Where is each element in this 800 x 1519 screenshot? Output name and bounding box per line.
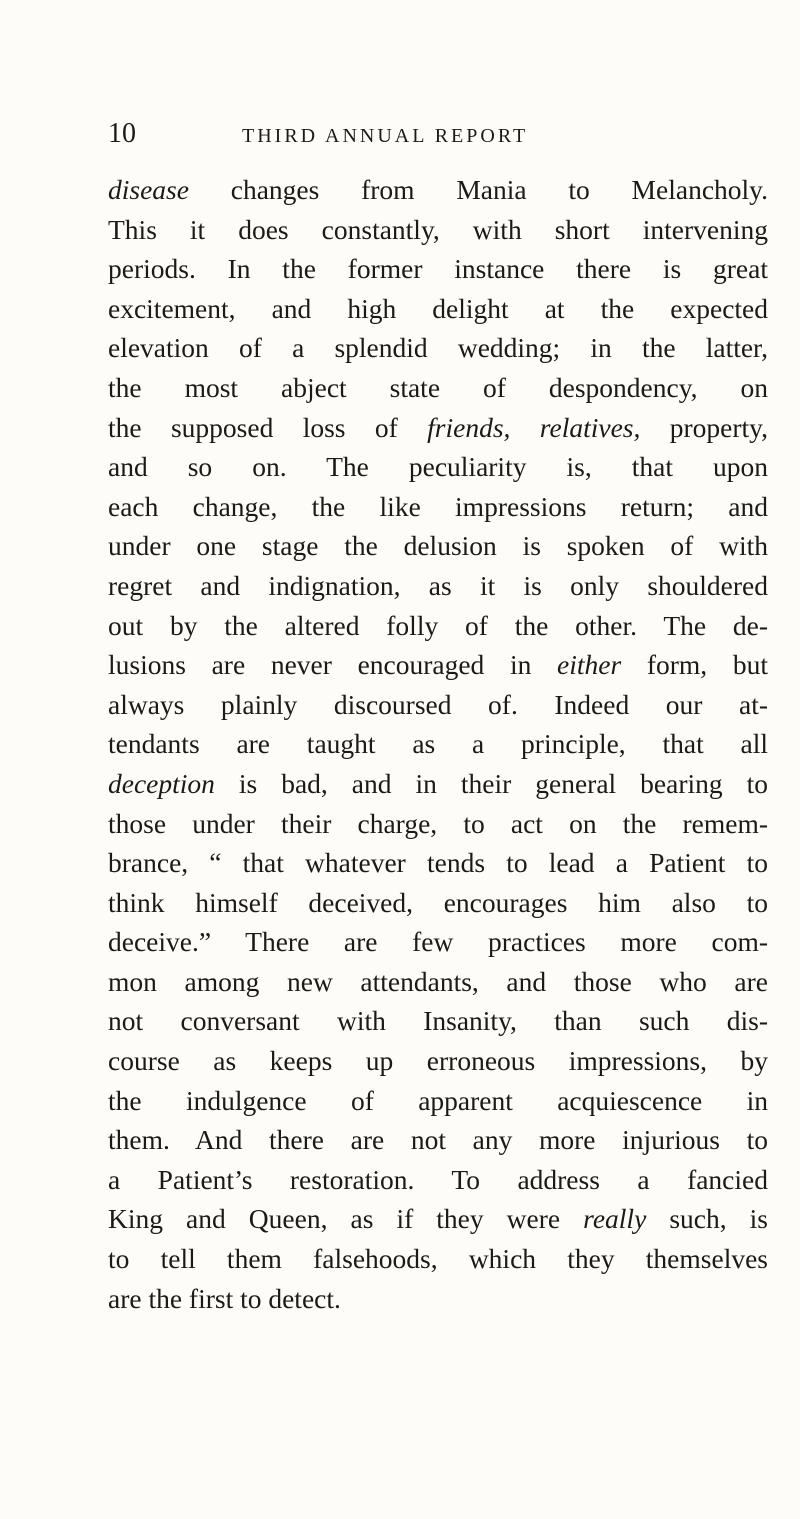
text-line xyxy=(108,1120,768,1160)
text-segment: King and Queen, as if they were xyxy=(108,1203,584,1235)
text-line xyxy=(108,606,768,646)
page-header xyxy=(108,114,748,154)
text-segment: This it does constantly, with short intervening xyxy=(108,213,768,245)
text-line xyxy=(108,1199,768,1239)
text-line xyxy=(108,328,768,368)
text-segment: property, xyxy=(640,411,768,443)
text-line xyxy=(108,804,768,844)
italic-text: either xyxy=(557,649,622,681)
text-line xyxy=(108,1041,768,1081)
text-segment: elevation of a splendid wedding; in the latter, xyxy=(108,332,768,364)
text-line xyxy=(108,289,768,329)
text-line xyxy=(108,883,768,923)
text-segment: lusions are never encouraged in xyxy=(108,649,558,681)
text-segment: not conversant with Insanity, than such dis- xyxy=(108,1005,768,1037)
text-segment: and so on. The peculiarity is, that upon xyxy=(108,451,768,483)
text-segment: brance, “ that whatever tends to lead a Patient to xyxy=(108,847,768,879)
text-segment: each change, the like impressions return; and xyxy=(108,490,768,522)
text-line xyxy=(108,843,768,883)
text-line xyxy=(108,487,768,527)
text-segment: such, is xyxy=(646,1203,768,1235)
text-segment: to tell them falsehoods, which they themselves xyxy=(108,1243,768,1275)
italic-text: disease xyxy=(108,174,189,205)
text-line xyxy=(108,210,768,250)
text-segment: the most abject state of despondency, on xyxy=(108,371,768,403)
text-segment: deceive.” There are few practices more com- xyxy=(108,926,768,958)
text-segment: them. And there are not any more injurious to xyxy=(108,1124,768,1156)
text-segment: regret and indignation, as it is only shouldered xyxy=(108,569,768,601)
text-line xyxy=(108,1239,768,1279)
text-segment: changes from Mania to Melancholy. xyxy=(188,174,768,205)
text-segment: course as keeps up erroneous impressions, by xyxy=(108,1045,768,1077)
text-segment: excitement, and high delight at the expected xyxy=(108,292,768,324)
text-segment: out by the altered folly of the other. The de- xyxy=(108,609,768,641)
text-line xyxy=(108,526,768,566)
italic-text: deception xyxy=(108,767,215,799)
text-line xyxy=(108,1001,768,1041)
text-line xyxy=(108,645,768,685)
running-head: THIRD ANNUAL REPORT xyxy=(242,125,529,147)
text-line xyxy=(108,1279,768,1319)
text-segment: think himself deceived, encourages him also to xyxy=(108,886,768,918)
text-line xyxy=(108,685,768,725)
text-line xyxy=(108,1160,768,1200)
text-segment: under one stage the delusion is spoken of with xyxy=(108,530,768,562)
text-line xyxy=(108,447,768,487)
page-number: 10 xyxy=(108,118,136,149)
text-line xyxy=(108,1081,768,1121)
text-line xyxy=(108,922,768,962)
text-segment: form, but xyxy=(621,649,768,681)
text-segment: the supposed loss of xyxy=(108,411,428,443)
text-line xyxy=(108,249,768,289)
text-segment: those under their charge, to act on the remem- xyxy=(108,807,768,839)
text-line xyxy=(108,764,768,804)
text-line xyxy=(108,566,768,606)
text-segment: mon among new attendants, and those who are xyxy=(108,965,768,997)
text-segment: a Patient’s restoration. To address a fancied xyxy=(108,1163,768,1195)
text-line xyxy=(108,962,768,1002)
text-line xyxy=(108,724,768,764)
text-line xyxy=(108,408,768,448)
text-line xyxy=(108,170,768,210)
text-segment: the indulgence of apparent acquiescence in xyxy=(108,1084,768,1116)
text-segment: is bad, and in their general bearing to xyxy=(214,767,768,799)
text-segment: always plainly discoursed of. Indeed our at- xyxy=(108,688,768,720)
body-paragraph xyxy=(108,170,768,1318)
text-segment: tendants are taught as a principle, that all xyxy=(108,728,768,760)
italic-text: really xyxy=(583,1203,647,1235)
text-segment: periods. In the former instance there is great xyxy=(108,253,768,285)
text-line xyxy=(108,368,768,408)
italic-text: friends, relatives, xyxy=(427,411,641,443)
text-segment: are the first to detect. xyxy=(108,1282,341,1314)
